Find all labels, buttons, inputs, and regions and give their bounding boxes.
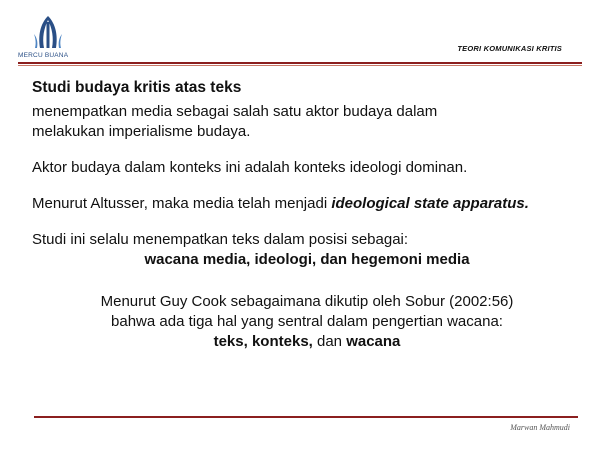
paragraph-1-line-1: menempatkan media sebagai salah satu aktor budaya dalam <box>32 103 438 120</box>
slide-heading: Studi budaya kritis atas teks <box>32 79 242 96</box>
mercu-buana-emblem-icon <box>26 14 70 50</box>
quote-line-1: Menurut Guy Cook sebagaimana dikutip oleh Sobur (2002:56) <box>100 293 514 310</box>
slide-body <box>32 78 582 352</box>
university-logo <box>18 14 78 66</box>
slide-header-title: TEORI KOMUNIKASI KRITIS <box>457 44 562 53</box>
footer-author: Marwan Mahmudi <box>510 423 570 432</box>
quote-line-2: bahwa ada tiga hal yang sentral dalam pengertian wacana: <box>111 313 503 330</box>
quote-line-3 <box>32 332 582 352</box>
paragraph-3 <box>32 194 582 214</box>
paragraph-3-emphasis: ideological state apparatus. <box>331 195 529 212</box>
paragraph-1-line-2: melakukan imperialisme budaya. <box>32 123 251 140</box>
header-divider-thin <box>18 65 582 66</box>
paragraph-4: Studi ini selalu menempatkan teks dalam posisi sebagai: <box>32 231 409 248</box>
logo-text: MERCU BUANA <box>18 52 69 59</box>
paragraph-3-text: Menurut Altusser, maka media telah menjadi <box>32 195 332 212</box>
paragraph-4-emphasis: wacana media, ideologi, dan hegemoni media <box>144 251 470 268</box>
quote-term-1: teks, <box>213 333 248 350</box>
quote-term-3: wacana <box>346 333 401 350</box>
quote-and: dan <box>317 333 343 350</box>
footer-divider <box>34 416 578 418</box>
header-divider <box>18 62 582 64</box>
quote-term-2: konteks, <box>251 333 313 350</box>
paragraph-2: Aktor budaya dalam konteks ini adalah konteks ideologi dominan. <box>32 159 468 176</box>
